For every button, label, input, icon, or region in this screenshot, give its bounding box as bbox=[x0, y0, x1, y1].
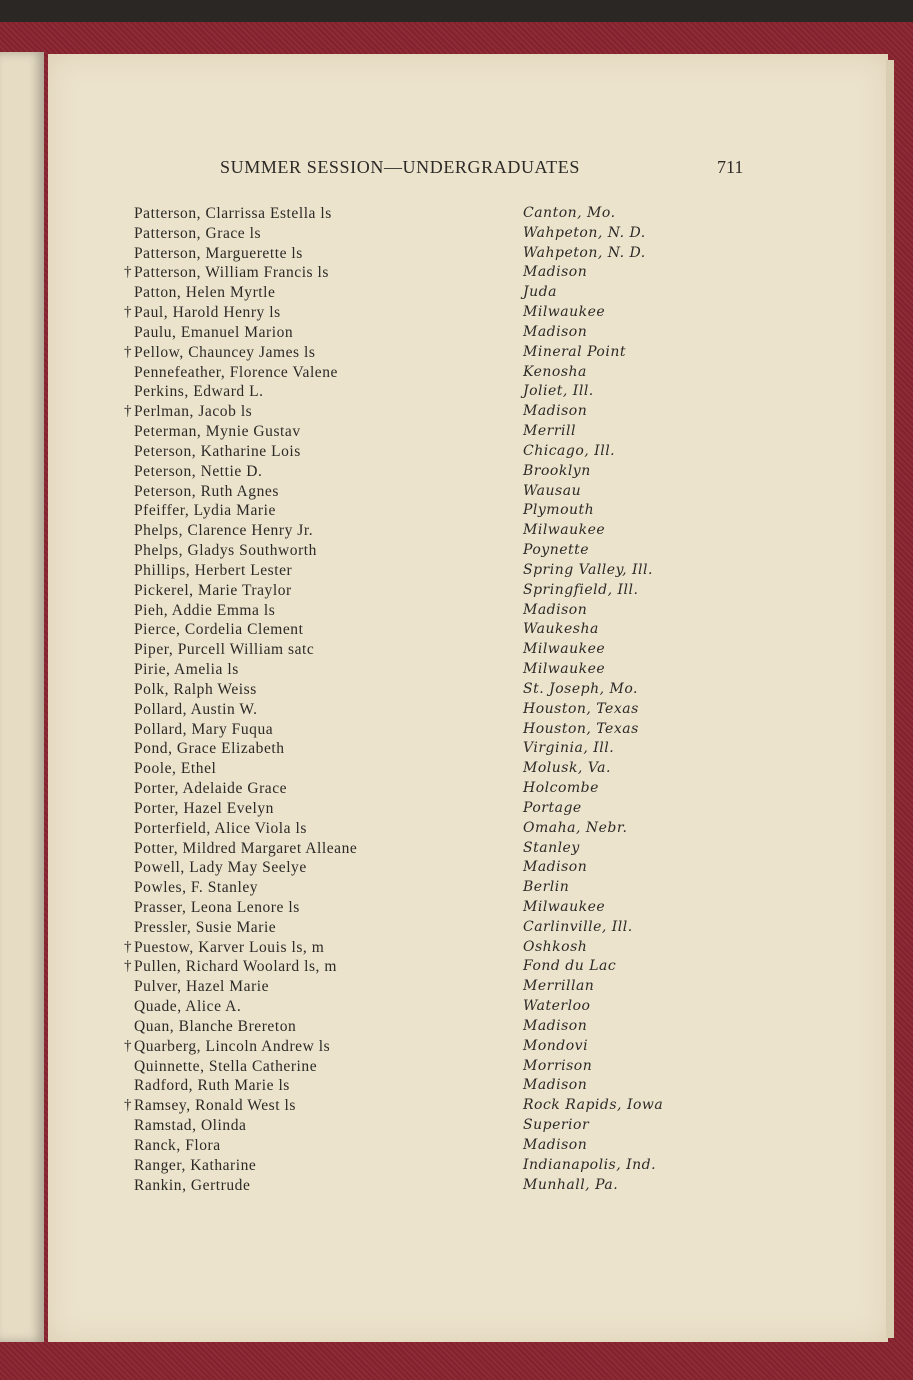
hometown: Holcombe bbox=[523, 780, 599, 797]
page-number: 711 bbox=[717, 157, 744, 177]
hometown: Omaha, Nebr. bbox=[523, 819, 628, 836]
student-name: Rankin, Gertrude bbox=[134, 1176, 251, 1194]
list-item bbox=[0, 939, 913, 959]
student-name: Pickerel, Marie Traylor bbox=[134, 581, 292, 599]
student-name: Pollard, Austin W. bbox=[134, 700, 258, 718]
list-item bbox=[0, 1077, 913, 1097]
student-name: Ramsey, Ronald West ls bbox=[134, 1097, 296, 1115]
hometown: Waukesha bbox=[523, 621, 599, 638]
student-name: Pollard, Mary Fuqua bbox=[134, 720, 274, 738]
list-item bbox=[0, 542, 913, 562]
student-name: Peterman, Mynie Gustav bbox=[134, 423, 301, 441]
hometown: Juda bbox=[523, 284, 557, 301]
hometown: Madison bbox=[523, 403, 588, 420]
hometown: Mineral Point bbox=[523, 343, 626, 360]
student-name: Patterson, Marguerette ls bbox=[134, 244, 303, 262]
list-item bbox=[0, 721, 913, 741]
hometown: Rock Rapids, Iowa bbox=[523, 1097, 664, 1114]
student-name: Pieh, Addie Emma ls bbox=[134, 601, 276, 619]
list-item bbox=[0, 760, 913, 780]
student-name: Ramstad, Olinda bbox=[134, 1117, 247, 1135]
hometown: Molusk, Va. bbox=[523, 760, 611, 777]
student-name: Porter, Adelaide Grace bbox=[134, 780, 288, 798]
list-item bbox=[0, 1058, 913, 1078]
list-item bbox=[0, 780, 913, 800]
list-item bbox=[0, 1177, 913, 1197]
dagger-mark: † bbox=[124, 938, 132, 955]
student-name: Peterson, Katharine Lois bbox=[134, 442, 301, 460]
list-item bbox=[0, 1157, 913, 1177]
hometown: Waterloo bbox=[523, 998, 591, 1015]
student-name: Patton, Helen Myrtle bbox=[134, 284, 276, 302]
list-item bbox=[0, 1018, 913, 1038]
hometown: Springfield, Ill. bbox=[523, 581, 639, 598]
list-item bbox=[0, 443, 913, 463]
student-name: Peterson, Nettie D. bbox=[134, 462, 263, 480]
hometown: Madison bbox=[523, 1136, 588, 1153]
student-name: Powell, Lady May Seelye bbox=[134, 859, 307, 877]
hometown: Houston, Texas bbox=[523, 720, 639, 737]
hometown: Morrison bbox=[523, 1057, 593, 1074]
hometown: St. Joseph, Mo. bbox=[523, 680, 638, 697]
hometown: Oshkosh bbox=[523, 938, 588, 955]
student-name: Phelps, Clarence Henry Jr. bbox=[134, 522, 314, 540]
student-name: Quade, Alice A. bbox=[134, 998, 242, 1016]
hometown: Milwaukee bbox=[523, 898, 606, 915]
student-name: Pullen, Richard Woolard ls, m bbox=[134, 958, 337, 976]
dagger-mark: † bbox=[124, 264, 132, 281]
list-item bbox=[0, 205, 913, 225]
list-item bbox=[0, 582, 913, 602]
student-name: Powles, F. Stanley bbox=[134, 879, 259, 897]
student-name: Perkins, Edward L. bbox=[134, 383, 264, 401]
student-name: Porterfield, Alice Viola ls bbox=[134, 819, 307, 837]
student-name: Poole, Ethel bbox=[134, 760, 217, 778]
hometown: Houston, Texas bbox=[523, 700, 639, 717]
list-item bbox=[0, 1097, 913, 1117]
hometown: Milwaukee bbox=[523, 661, 606, 678]
student-name: Puestow, Karver Louis ls, m bbox=[134, 938, 325, 956]
list-item bbox=[0, 423, 913, 443]
hometown: Spring Valley, Ill. bbox=[523, 561, 653, 578]
student-name: Paul, Harold Henry ls bbox=[134, 304, 281, 322]
student-name: Pellow, Chauncey James ls bbox=[134, 343, 316, 361]
dagger-mark: † bbox=[124, 304, 132, 321]
dagger-mark: † bbox=[124, 1037, 132, 1054]
list-item bbox=[0, 661, 913, 681]
dagger-mark: † bbox=[124, 343, 132, 360]
hometown: Stanley bbox=[523, 839, 580, 856]
hometown: Indianapolis, Ind. bbox=[523, 1156, 657, 1173]
student-name: Ranck, Flora bbox=[134, 1136, 221, 1154]
hometown: Merrillan bbox=[523, 978, 595, 995]
hometown: Madison bbox=[523, 1017, 588, 1034]
hometown: Madison bbox=[523, 601, 588, 618]
hometown: Wahpeton, N. D. bbox=[523, 244, 646, 261]
list-item bbox=[0, 1137, 913, 1157]
hometown: Madison bbox=[523, 859, 588, 876]
list-item bbox=[0, 264, 913, 284]
list-item bbox=[0, 522, 913, 542]
student-name: Patterson, William Francis ls bbox=[134, 264, 329, 282]
list-item bbox=[0, 800, 913, 820]
list-item bbox=[0, 840, 913, 860]
student-name: Porter, Hazel Evelyn bbox=[134, 799, 274, 817]
list-item bbox=[0, 245, 913, 265]
list-item bbox=[0, 225, 913, 245]
student-name: Quinnette, Stella Catherine bbox=[134, 1057, 318, 1075]
hometown: Madison bbox=[523, 264, 588, 281]
list-item bbox=[0, 502, 913, 522]
student-name: Quan, Blanche Brereton bbox=[134, 1017, 297, 1035]
hometown: Plymouth bbox=[523, 502, 595, 519]
dagger-mark: † bbox=[124, 1097, 132, 1114]
student-name: Patterson, Grace ls bbox=[134, 224, 262, 242]
list-item bbox=[0, 383, 913, 403]
list-item bbox=[0, 1038, 913, 1058]
student-name: Pond, Grace Elizabeth bbox=[134, 740, 285, 758]
list-item bbox=[0, 820, 913, 840]
list-item bbox=[0, 958, 913, 978]
hometown: Berlin bbox=[523, 879, 570, 896]
dagger-mark: † bbox=[124, 403, 132, 420]
hometown: Milwaukee bbox=[523, 522, 606, 539]
student-name: Perlman, Jacob ls bbox=[134, 403, 253, 421]
student-name: Radford, Ruth Marie ls bbox=[134, 1077, 290, 1095]
hometown: Chicago, Ill. bbox=[523, 442, 616, 459]
list-item bbox=[0, 284, 913, 304]
dagger-mark: † bbox=[124, 958, 132, 975]
hometown: Canton, Mo. bbox=[523, 205, 616, 221]
student-name: Pfeiffer, Lydia Marie bbox=[134, 502, 276, 520]
list-item bbox=[0, 344, 913, 364]
student-name: Piper, Purcell William satc bbox=[134, 641, 315, 659]
list-item bbox=[0, 998, 913, 1018]
list-item bbox=[0, 919, 913, 939]
list-item bbox=[0, 602, 913, 622]
student-name: Potter, Mildred Margaret Alleane bbox=[134, 839, 358, 857]
student-name: Pennefeather, Florence Valene bbox=[134, 363, 338, 381]
hometown: Joliet, Ill. bbox=[523, 383, 594, 400]
running-header: SUMMER SESSION—UNDERGRADUATES bbox=[220, 157, 580, 177]
list-item bbox=[0, 978, 913, 998]
list-item bbox=[0, 681, 913, 701]
hometown: Wausau bbox=[523, 482, 582, 499]
list-item bbox=[0, 899, 913, 919]
list-item bbox=[0, 701, 913, 721]
student-name: Pierce, Cordelia Clement bbox=[134, 621, 304, 639]
hometown: Madison bbox=[523, 323, 588, 340]
list-item bbox=[0, 1117, 913, 1137]
student-name: Pressler, Susie Marie bbox=[134, 918, 277, 936]
hometown: Munhall, Pa. bbox=[523, 1176, 619, 1193]
student-name: Prasser, Leona Lenore ls bbox=[134, 898, 300, 916]
hometown: Kenosha bbox=[523, 363, 587, 380]
hometown: Merrill bbox=[523, 423, 576, 440]
hometown: Milwaukee bbox=[523, 304, 606, 321]
student-list bbox=[0, 205, 913, 1196]
list-item bbox=[0, 403, 913, 423]
list-item bbox=[0, 324, 913, 344]
hometown: Wahpeton, N. D. bbox=[523, 224, 646, 241]
list-item bbox=[0, 740, 913, 760]
list-item bbox=[0, 483, 913, 503]
hometown: Carlinville, Ill. bbox=[523, 918, 633, 935]
student-name: Pirie, Amelia ls bbox=[134, 661, 239, 679]
student-name: Ranger, Katharine bbox=[134, 1156, 257, 1174]
hometown: Fond du Lac bbox=[523, 958, 617, 975]
list-item bbox=[0, 562, 913, 582]
list-item bbox=[0, 304, 913, 324]
list-item bbox=[0, 879, 913, 899]
hometown: Poynette bbox=[523, 542, 590, 559]
hometown: Virginia, Ill. bbox=[523, 740, 615, 757]
student-name: Phillips, Herbert Lester bbox=[134, 561, 293, 579]
hometown: Brooklyn bbox=[523, 462, 591, 479]
list-item bbox=[0, 859, 913, 879]
student-name: Peterson, Ruth Agnes bbox=[134, 482, 279, 500]
hometown: Superior bbox=[523, 1117, 590, 1134]
hometown: Portage bbox=[523, 799, 582, 816]
student-name: Pulver, Hazel Marie bbox=[134, 978, 270, 996]
hometown: Madison bbox=[523, 1077, 588, 1094]
student-name: Phelps, Gladys Southworth bbox=[134, 542, 317, 560]
student-name: Patterson, Clarrissa Estella ls bbox=[134, 205, 332, 222]
list-item bbox=[0, 641, 913, 661]
student-name: Paulu, Emanuel Marion bbox=[134, 323, 294, 341]
hometown: Milwaukee bbox=[523, 641, 606, 658]
list-item bbox=[0, 364, 913, 384]
list-item bbox=[0, 463, 913, 483]
list-item bbox=[0, 621, 913, 641]
student-name: Polk, Ralph Weiss bbox=[134, 680, 257, 698]
student-name: Quarberg, Lincoln Andrew ls bbox=[134, 1037, 331, 1055]
hometown: Mondovi bbox=[523, 1037, 589, 1054]
